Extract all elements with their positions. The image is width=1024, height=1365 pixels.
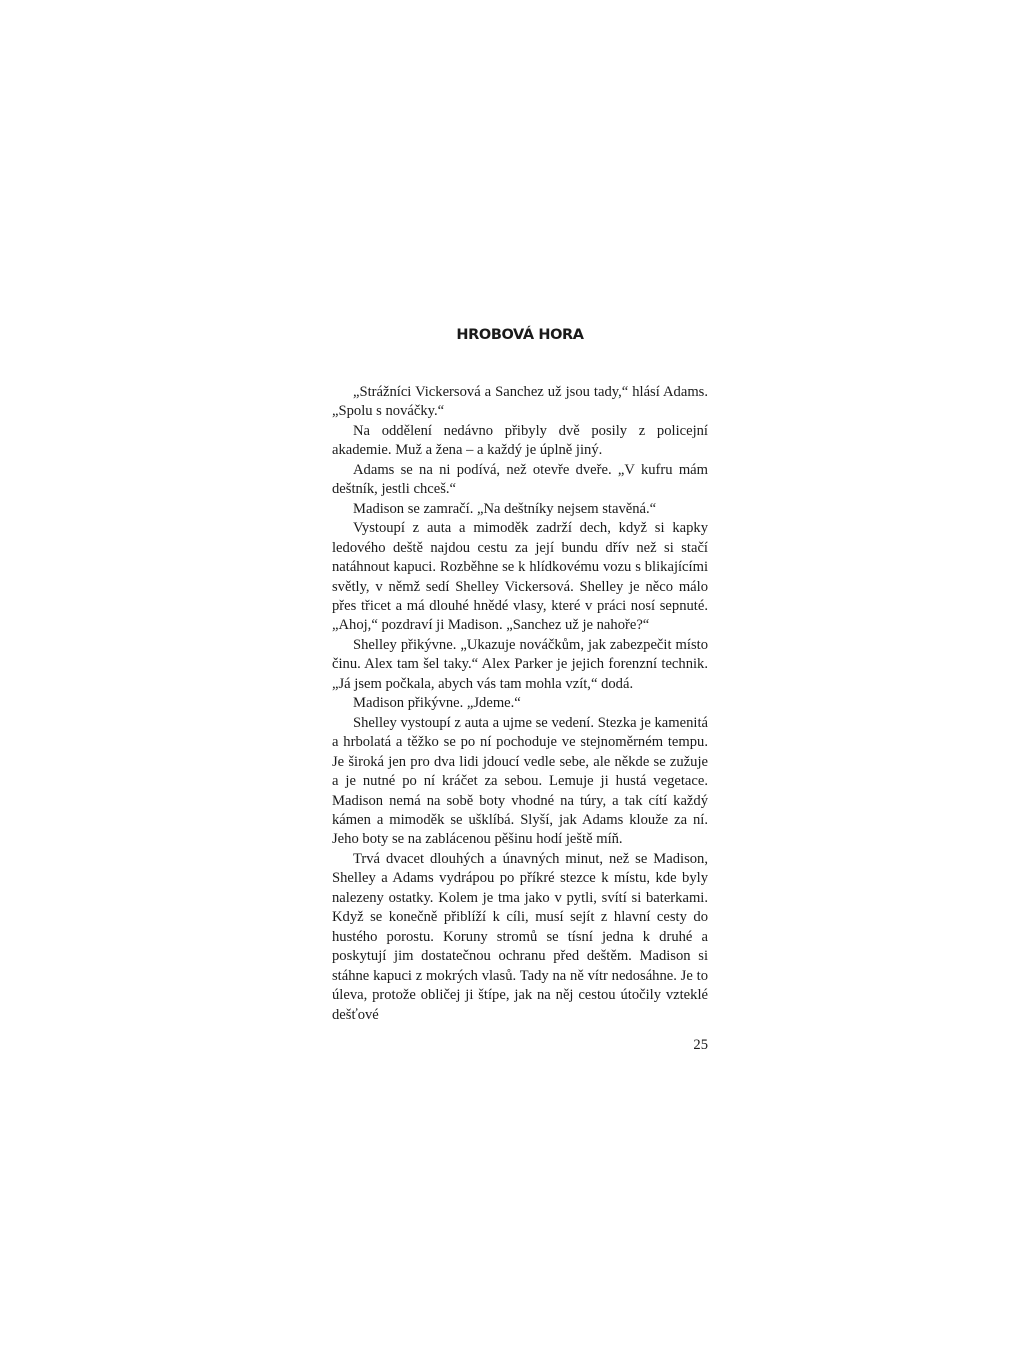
paragraph: Trvá dvacet dlouhých a únavných minut, než se Madison, Shelley a Adams vydrápou po příkré stezce k místu, kde byly nalezeny ostatky. Kolem je tma jako v pytli, svítí si baterkami. Když se konečně přiblíží k cíli, musí sejít z hlavní cesty do hustého porostu. Koruny stromů se tísní jedna k druhé a poskytují jim dostatečnou ochranu před deštěm. Madison si stáhne kapuci z mokrých vlasů. Tady na ně vítr nedosáhne. Je to úleva, protože obličej ji štípe, jak na něj cestou útočily vzteklé dešťové (332, 850, 708, 1023)
paragraph: Madison přikývne. „Jdeme.“ (353, 695, 521, 712)
paragraph: Adams se na ni podívá, než otevře dveře. „V kufru mám deštník, jestli chceš.“ (332, 461, 708, 498)
body-text (332, 383, 708, 1025)
paragraph: Shelley vystoupí z auta a ujme se vedení. Stezka je kamenitá a hrbolatá a těžko se po ní pochoduje ve stejnoměrném tempu. Je široká jen pro dva lidi jdoucí vedle sebe, ale někde se zužuje a je nutné po ní kráčet za sebou. Lemuje ji hustá vegetace. Madison nemá na sobě boty vhodné na túry, a tak cítí každý kámen a mimoděk se ušklíbá. Slyší, jak Adams klouže za ní. Jeho boty se na zablácenou pěšinu hodí ještě míň. (332, 714, 708, 848)
running-head-title: HROBOVÁ HORA (456, 327, 584, 343)
paragraph: „Strážníci Vickersová a Sanchez už jsou tady,“ hlásí Adams. „Spolu s nováčky.“ (332, 384, 708, 420)
paragraph: Na oddělení nedávno přibyly dvě posily z policejní akademie. Muž a žena – a každý je úplně jiný. (332, 422, 708, 459)
paragraph: Shelley přikývne. „Ukazuje nováčkům, jak zabezpečit místo činu. Alex tam šel taky.“ Alex Parker je jejich forenzní technik. „Já jsem počkala, abych vás tam mohla vzít,“ dodá. (332, 636, 708, 692)
paragraph: Madison se zamračí. „Na deštníky nejsem stavěná.“ (353, 500, 657, 517)
page-number: 25 (693, 1037, 708, 1053)
paragraph: Vystoupí z auta a mimoděk zadrží dech, když si kapky ledového deště najdou cestu za její bundu dřív než si stačí natáhnout kapuci. Rozběhne se k hlídkovému vozu s blikajícími světly, v němž sedí Shelley Vickersová. Shelley je něco málo přes třicet a má dlouhé hnědé vlasy, které v práci nosí sepnuté. „Ahoj,“ pozdraví ji Madison. „Sanchez už je nahoře?“ (332, 520, 708, 634)
